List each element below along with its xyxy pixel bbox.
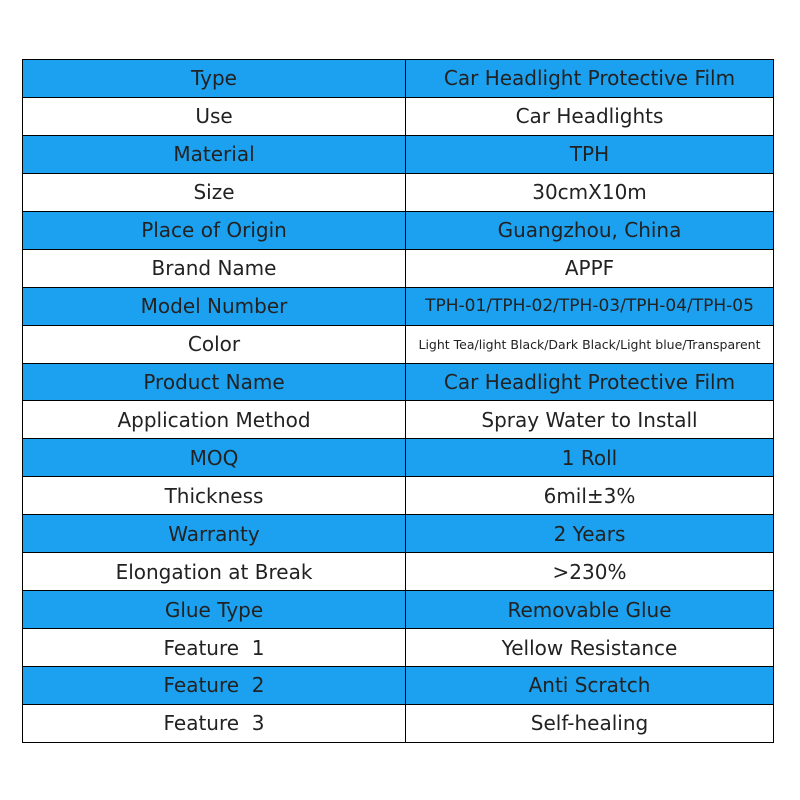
row-label: Thickness [23,477,406,514]
row-value: Self-healing [530,711,649,736]
table-row [23,476,773,514]
row-value: Spray Water to Install [481,407,698,432]
row-value: Light Tea/light Black/Dark Black/Light blue/Transparent [418,336,761,352]
table-row [23,514,773,552]
row-label: Use [23,98,406,135]
table-row [23,287,773,325]
row-value: 1 Roll [561,445,618,470]
row-value: TPH-01/TPH-02/TPH-03/TPH-04/TPH-05 [425,296,754,317]
table-row [23,97,773,135]
row-label: Place of Origin [23,212,406,249]
row-label: Material [23,136,406,173]
row-label: Size [23,174,406,211]
table-row [23,666,773,704]
row-label: Feature 2 [23,667,406,704]
table-row [23,211,773,249]
row-value: Removable Glue [507,597,672,622]
row-value: Car Headlights [515,104,664,129]
row-value: Car Headlight Protective Film [443,66,736,91]
table-row [23,438,773,476]
row-value: 6mil±3% [543,483,636,508]
table-row [23,400,773,438]
table-row [23,135,773,173]
table-row [23,249,773,287]
row-value: Yellow Resistance [501,635,678,660]
row-label: Product Name [23,364,406,401]
table-row [23,628,773,666]
table-row [23,590,773,628]
table-row [23,704,773,742]
row-label: Type [23,60,406,97]
row-value: APPF [564,256,615,281]
row-label: Feature 3 [23,705,406,742]
row-value: Car Headlight Protective Film [443,369,736,394]
row-value: 30cmX10m [532,180,647,205]
spec-table [22,59,774,743]
row-label: MOQ [23,439,406,476]
row-label: Model Number [23,288,406,325]
row-label: Color [23,326,406,363]
row-value: Guangzhou, China [497,218,682,243]
row-value: >230% [552,559,627,584]
table-row [23,60,773,97]
table-row [23,325,773,363]
row-value: Anti Scratch [528,673,651,698]
row-label: Glue Type [23,591,406,628]
table-row [23,552,773,590]
row-label: Elongation at Break [23,553,406,590]
table-row [23,173,773,211]
table-row [23,363,773,401]
row-label: Feature 1 [23,629,406,666]
row-label: Warranty [23,515,406,552]
row-label: Application Method [23,401,406,438]
row-label: Brand Name [23,250,406,287]
row-value: 2 Years [553,521,626,546]
row-value: TPH [569,142,610,167]
